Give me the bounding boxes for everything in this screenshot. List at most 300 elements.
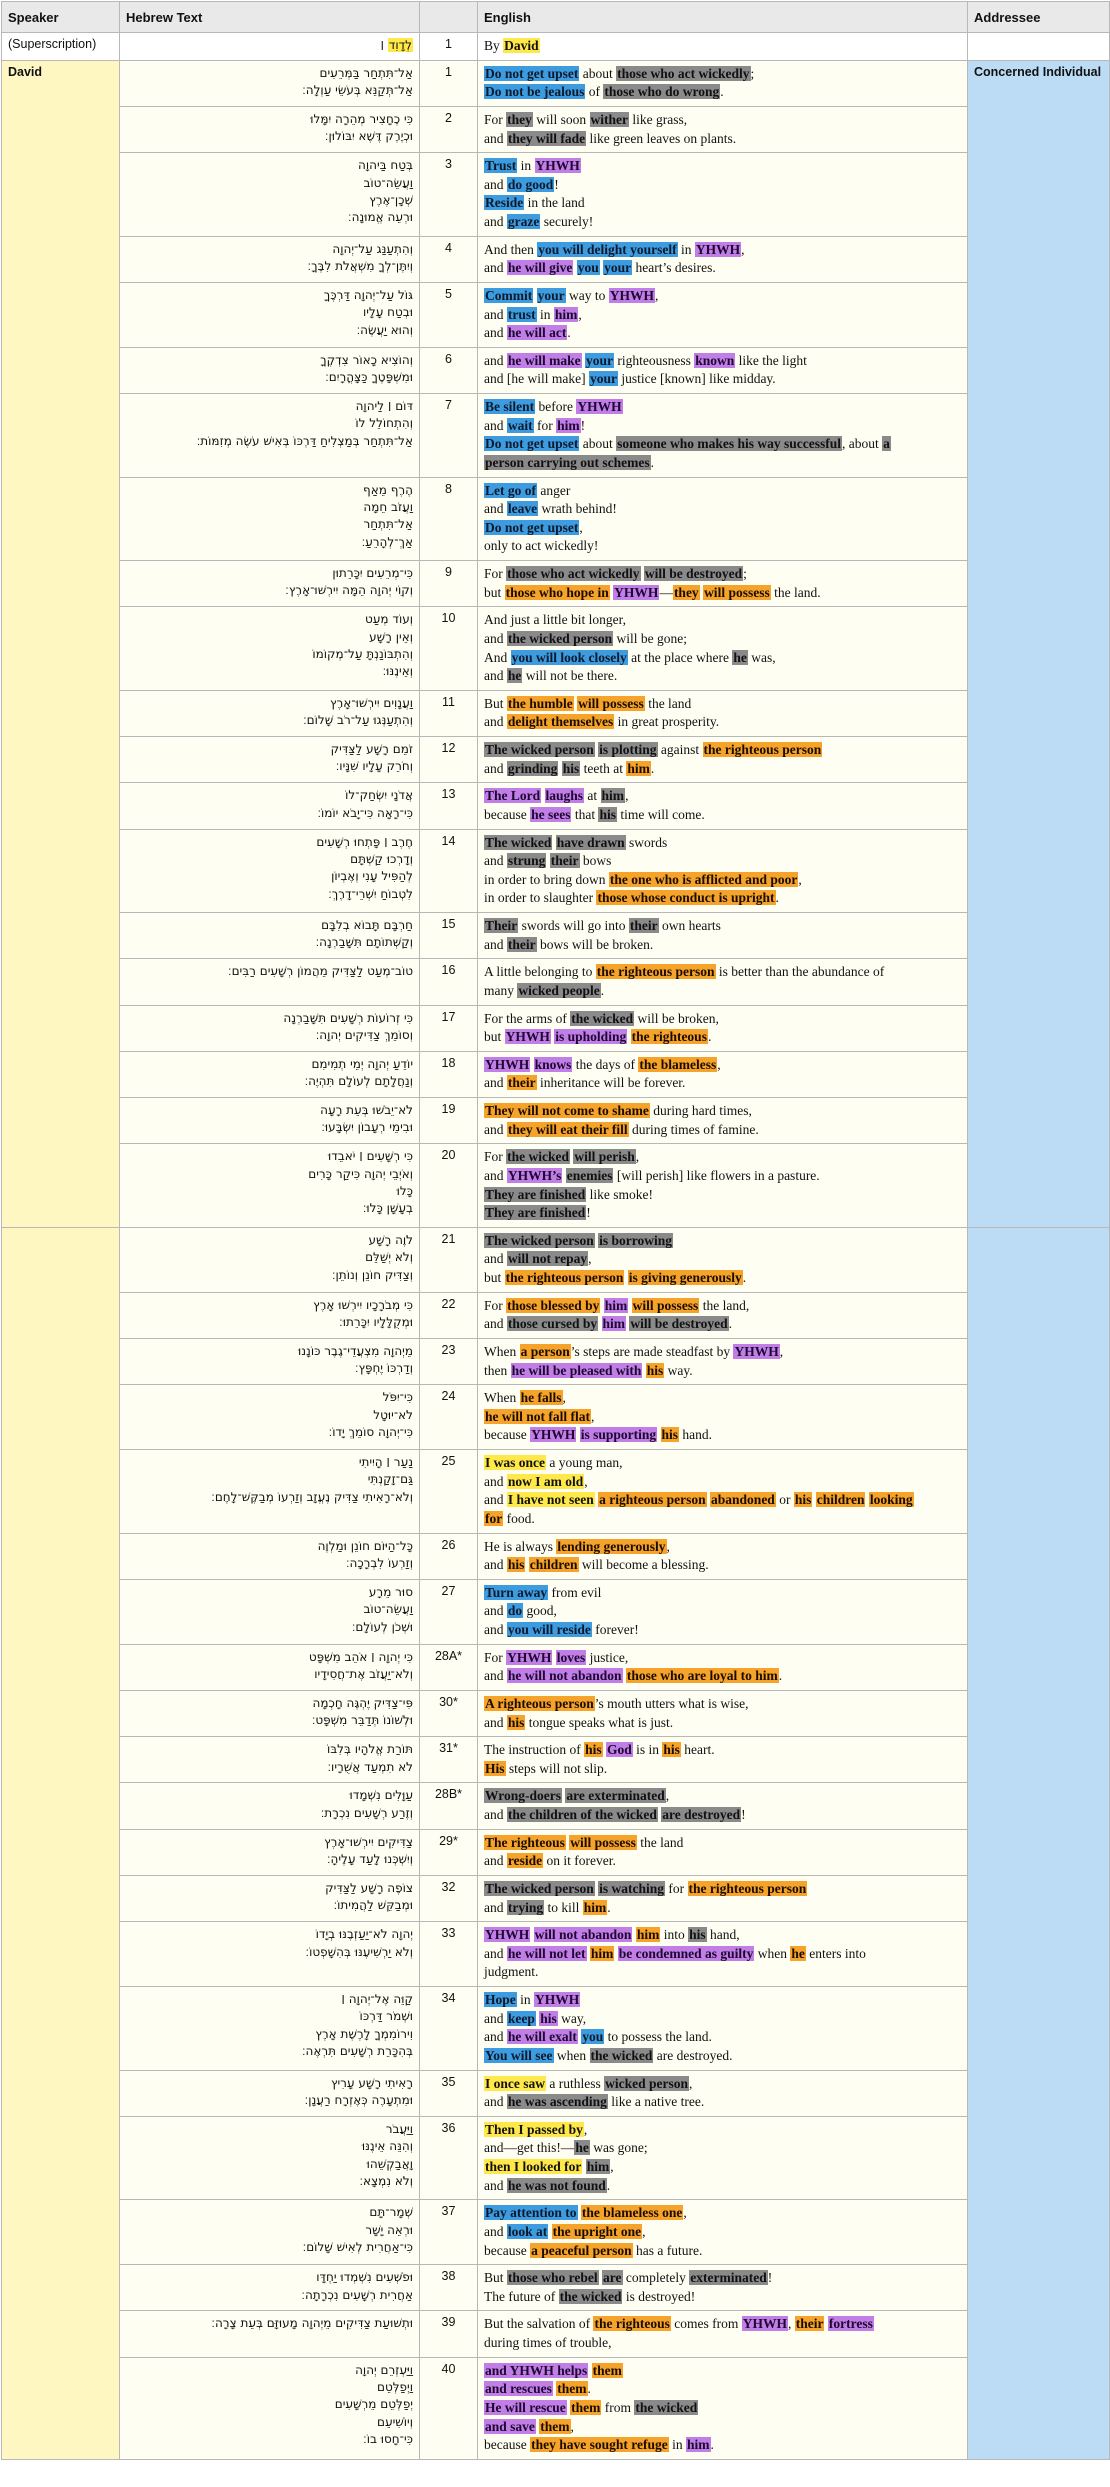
- hebrew-cell: [120, 1450, 420, 1534]
- hebrew-line: וַעֲנָוִים יִירְשׁוּ־אָרֶץ: [330, 695, 413, 710]
- english-cell: [478, 2070, 968, 2116]
- english-cell: [478, 913, 968, 959]
- verse-row: [2, 1450, 1110, 1534]
- english-line: and their inheritance will be forever.: [484, 1075, 686, 1091]
- verse-row: [2, 1292, 1110, 1338]
- hebrew-line: וְלֹא יַרְשִׁיעֶנּוּ בְּהִשָּׁפְטוֹ׃: [305, 1944, 413, 1959]
- highlight-b: Pay attention to: [485, 2205, 577, 2221]
- verse-row: [2, 2200, 1110, 2265]
- hebrew-cell: [120, 1227, 420, 1292]
- highlight-p: YHWH: [505, 1029, 550, 1045]
- hebrew-line: וּבְטַח עָלָיו: [362, 305, 413, 320]
- verse-row: [2, 737, 1110, 783]
- highlight-p: loves: [556, 1649, 586, 1665]
- highlight-g: Their: [485, 918, 518, 933]
- english-cell: [478, 477, 968, 561]
- highlight-b: Trust: [485, 158, 517, 174]
- highlight-o: will possess: [570, 1834, 636, 1850]
- highlight-g: wither: [590, 111, 629, 127]
- highlight-o: those blessed by: [507, 1297, 600, 1313]
- highlight-g: will not repay: [507, 1251, 588, 1267]
- verse-number: 37: [420, 2200, 478, 2265]
- hebrew-line: לֹא־יוּטָל: [373, 1407, 413, 1422]
- hebrew-line: יְהוָה לֹא־יַעַזְבֶנּוּ בְיָדוֹ: [315, 1927, 413, 1942]
- english-line: Commit your way to YHWH,: [485, 287, 659, 303]
- english-line: Wrong-doers are exterminated,: [485, 1788, 670, 1804]
- english-line: Do not be jealous of those who do wrong.: [485, 84, 724, 100]
- highlight-g: his: [599, 806, 616, 822]
- hebrew-line: כִּי־יִפֹּל: [382, 1390, 413, 1405]
- verse-number: 11: [420, 690, 478, 736]
- highlight-g: their: [550, 853, 579, 869]
- hebrew-line: לְהַפִּיל עָנִי וְאֶבְיוֹן: [331, 869, 413, 884]
- verse-row: [2, 153, 1110, 237]
- hebrew-line: וְהוּא יַעֲשֶׂה׃: [356, 322, 413, 337]
- hebrew-line: וּלְשׁוֹנוֹ תְּדַבֵּר מִשְׁפָּט׃: [311, 1713, 413, 1728]
- english-line: and reside on it forever.: [484, 1853, 616, 1869]
- hebrew-cell: [120, 1338, 420, 1384]
- hebrew-line: וְהִנֵּה אֵינֶנּוּ: [361, 2139, 413, 2154]
- hebrew-line: כִּי־חָסוּ בוֹ׃: [363, 2432, 413, 2447]
- highlight-p: YHWH: [742, 2316, 787, 2332]
- hebrew-cell: [120, 236, 420, 282]
- english-line: The instruction of his God is in his heart.: [484, 1742, 715, 1758]
- hebrew-cell: [120, 829, 420, 913]
- highlight-o: the righteous person: [703, 742, 822, 757]
- verse-row: [2, 1922, 1110, 1987]
- english-line: Do not get upset about those who act wickedly;: [485, 65, 755, 81]
- verse-number: 24: [420, 1385, 478, 1450]
- highlight-b: do good: [507, 176, 554, 192]
- verse-number: 8: [420, 477, 478, 561]
- english-line: and he will not abandon those who are loyal to him.: [484, 1668, 783, 1684]
- english-line: But those who rebel are completely exterminated!: [484, 2270, 773, 2286]
- hebrew-cell: [120, 106, 420, 152]
- highlight-g: him: [601, 788, 625, 804]
- highlight-g: he: [507, 668, 522, 684]
- header-speaker: Speaker: [2, 2, 120, 33]
- highlight-o: them: [540, 2418, 570, 2434]
- highlight-p: he will give: [507, 260, 573, 276]
- highlight-y: now I am old: [507, 1473, 584, 1489]
- highlight-g: his: [562, 760, 580, 776]
- hebrew-cell: [120, 1292, 420, 1338]
- verse-number: 9: [420, 561, 478, 607]
- highlight-y: then I looked for: [485, 2159, 582, 2174]
- highlight-g: he: [733, 649, 747, 665]
- verse-row: [2, 1005, 1110, 1051]
- highlight-g: his: [689, 1927, 706, 1943]
- highlight-p: him: [554, 306, 578, 322]
- hebrew-line: וְלֹא־יַעֲזֹב אֶת־חֲסִידָיו: [314, 1667, 413, 1682]
- english-line: When a person’s steps are made steadfast by YHWH,: [484, 1343, 784, 1359]
- verse-row: [2, 2265, 1110, 2311]
- highlight-b: your: [586, 352, 613, 368]
- english-cell: [478, 1829, 968, 1875]
- highlight-b: you will look closely: [511, 649, 627, 665]
- english-line: By David: [484, 38, 539, 53]
- hebrew-cell: [120, 1051, 420, 1097]
- english-line: and he will give you your heart’s desires.: [484, 260, 716, 276]
- english-line: They are finished like smoke!: [485, 1186, 654, 1202]
- highlight-b: leave: [507, 501, 538, 517]
- hebrew-cell: [120, 282, 420, 347]
- highlight-g: the wicked: [507, 1149, 570, 1165]
- highlight-p: he will make: [507, 352, 581, 368]
- highlight-b: you: [577, 260, 599, 276]
- verse-number: 22: [420, 1292, 478, 1338]
- hebrew-cell: [120, 1098, 420, 1144]
- english-line: and the children of the wicked are destroyed!: [484, 1807, 746, 1822]
- english-cell: [478, 690, 968, 736]
- hebrew-cell: [120, 2357, 420, 2459]
- highlight-b: you: [582, 2029, 604, 2045]
- english-line: because a peaceful person has a future.: [484, 2242, 703, 2258]
- highlight-b: trust: [507, 306, 536, 322]
- english-line: in order to bring down the one who is afflicted and poor,: [484, 871, 802, 887]
- english-line: during times of trouble,: [484, 2335, 612, 2350]
- hebrew-line: וְנַחֲלָתָם לְעוֹלָם תִּהְיֶה׃: [304, 1074, 413, 1089]
- verse-row: [2, 106, 1110, 152]
- table-body: [2, 33, 1110, 2460]
- highlight-o: a person: [520, 1343, 570, 1359]
- english-line: For those who act wickedly will be destroyed;: [484, 566, 747, 581]
- hebrew-line: לֹא תִמְעַד אֲשֻׁרָיו׃: [327, 1759, 413, 1774]
- highlight-g: they: [507, 111, 532, 127]
- verse-row: [2, 690, 1110, 736]
- highlight-b: You will see: [485, 2047, 553, 2063]
- english-line: [484, 2362, 961, 2381]
- verse-row: [2, 1051, 1110, 1097]
- verse-row: [2, 1829, 1110, 1875]
- hebrew-line: צוֹפֶה רָשָׁע לַצַּדִּיק: [325, 1880, 413, 1895]
- english-line: A righteous person’s mouth utters what is wise,: [485, 1695, 749, 1711]
- verse-number: 17: [420, 1005, 478, 1051]
- hebrew-line: כִּי־רָאָה כִּי־יָבֹא יוֹמוֹ׃: [317, 805, 413, 820]
- english-line: His steps will not slip.: [485, 1760, 608, 1776]
- highlight-o: for: [485, 1510, 503, 1526]
- highlight-p: God: [607, 1742, 632, 1758]
- english-cell: [478, 829, 968, 913]
- highlight-g: will be destroyed: [644, 566, 743, 581]
- verse-row: [2, 561, 1110, 607]
- highlight-o: is giving generously: [628, 1270, 742, 1285]
- hebrew-cell: [120, 2070, 420, 2116]
- verse-number: 7: [420, 394, 478, 478]
- hebrew-line: וִירוֹמִמְךָ לָרֶשֶׁת אָרֶץ: [315, 2026, 413, 2041]
- highlight-y: I was once: [485, 1455, 545, 1470]
- highlight-o: his: [646, 1362, 664, 1378]
- highlight-g: trying: [507, 1899, 544, 1915]
- superscription-row: [2, 33, 1110, 61]
- highlight-o: the righteous person: [505, 1270, 624, 1285]
- highlight-g: those who do wrong: [604, 84, 720, 100]
- verse-row: [2, 1579, 1110, 1644]
- highlight-o: His: [485, 1760, 505, 1776]
- hebrew-cell: [120, 1987, 420, 2071]
- english-line: He is always lending generously,: [484, 1538, 670, 1554]
- hebrew-line: אַךְ־לְהָרֵעַ׃: [361, 534, 413, 549]
- hebrew-line: וְצַדִּיק חוֹנֵן וְנוֹתֵן׃: [332, 1267, 413, 1282]
- hebrew-line: צַדִּיקִים יִירְשׁוּ־אָרֶץ: [324, 1834, 413, 1849]
- highlight-g: their: [629, 918, 658, 933]
- highlight-o: a righteous person: [599, 1492, 706, 1508]
- english-line: and rescues them.: [485, 2381, 591, 2397]
- hebrew-line: אַל־תְּקַנֵּא בְּעֹשֵׂי עַוְלָה׃: [302, 83, 413, 98]
- highlight-g: they will fade: [507, 130, 586, 146]
- highlight-o: his: [663, 1742, 680, 1758]
- highlight-o: him: [627, 760, 650, 776]
- english-cell: [478, 2311, 968, 2357]
- highlight-o: their: [795, 2316, 824, 2332]
- hebrew-cell: [120, 959, 420, 1005]
- highlight-p: YHWH: [535, 158, 580, 174]
- english-line: I was once a young man,: [485, 1455, 623, 1470]
- highlight-g: he was ascending: [507, 2094, 607, 2110]
- hebrew-cell: [120, 783, 420, 829]
- verse-number: 36: [420, 2116, 478, 2200]
- english-cell: [478, 1051, 968, 1097]
- highlight-p: is upholding: [555, 1029, 627, 1045]
- highlight-g: wicked people: [518, 982, 600, 998]
- hebrew-line: וַעֲזֹב חֵמָה: [363, 499, 413, 514]
- highlight-p: he will be pleased with: [511, 1362, 642, 1378]
- highlight-g: the wicked: [635, 2399, 698, 2415]
- highlight-o: They will not come to shame: [485, 1103, 649, 1118]
- hebrew-line: וְלֹא נִמְצָא׃: [359, 2173, 413, 2188]
- english-line: in order to slaughter those whose conduct is upright.: [484, 890, 779, 906]
- hebrew-line: כִּי־מְרֵעִים יִכָּרֵתוּן: [332, 566, 413, 580]
- hebrew-line: אַל־תִּתְחַר: [363, 517, 413, 532]
- hebrew-line: פִּי־צַדִּיק יֶהְגֶּה חָכְמָה: [312, 1695, 413, 1710]
- highlight-b: Be silent: [485, 399, 535, 414]
- verse-number: 3: [420, 153, 478, 237]
- highlight-p: him: [557, 417, 580, 433]
- verse-number: 27: [420, 1579, 478, 1644]
- english-line: They will not come to shame during hard times,: [485, 1103, 752, 1118]
- english-line: and graze securely!: [484, 214, 594, 229]
- hebrew-cell: [120, 607, 420, 691]
- highlight-o: the blameless: [639, 1056, 717, 1072]
- english-line: For they will soon wither like grass,: [484, 111, 688, 127]
- hebrew-line: בְּטַח בַּיהוָה: [358, 158, 413, 173]
- highlight-g: enemies: [566, 1167, 613, 1183]
- highlight-g: The wicked person: [485, 1232, 594, 1248]
- hebrew-cell: [120, 2311, 420, 2357]
- verse-row: [2, 783, 1110, 829]
- highlight-o: the humble: [507, 695, 573, 711]
- verse-number: 39: [420, 2311, 478, 2357]
- english-cell: [478, 1987, 968, 2071]
- hebrew-line: וּמִשְׁפָּטֶךָ כַּצָּהֳרָיִם׃: [325, 370, 413, 385]
- highlight-p: him: [687, 2437, 710, 2453]
- english-line: he will not fall flat,: [485, 1408, 595, 1424]
- hebrew-line: דּוֹם ׀ לַיהוָה: [355, 399, 413, 413]
- header-english: English: [478, 2, 968, 33]
- verse-number: 20: [420, 1144, 478, 1228]
- hebrew-line: אַל־תִּתְחַר בְּמַצְלִיחַ דַּרְכּוֹ בְּאִישׁ עֹשֶׂה מְזִמּוֹת׃: [196, 433, 413, 448]
- highlight-p: He will rescue: [485, 2399, 566, 2415]
- highlight-g: grinding: [507, 760, 558, 776]
- english-line: For those blessed by him will possess the land,: [484, 1297, 750, 1313]
- highlight-o: them: [592, 2362, 622, 2378]
- english-cell: [478, 347, 968, 393]
- english-line: [484, 1232, 961, 1251]
- verse-number: 32: [420, 1875, 478, 1921]
- verse-row: [2, 347, 1110, 393]
- header-addressee: Addressee: [968, 2, 1110, 33]
- hebrew-line: יוֹדֵעַ יְהוָה יְמֵי תְמִימִם: [311, 1056, 413, 1071]
- hebrew-line: מֵיְהוָה מִצְעֲדֵי־גֶבֶר כּוֹנָנוּ: [297, 1343, 413, 1358]
- highlight-o: the righteous: [594, 2316, 670, 2332]
- english-line: Turn away from evil: [485, 1584, 602, 1600]
- english-line: person carrying out schemes.: [485, 454, 654, 470]
- hebrew-line: אַל־תִּתְחַר בַּמְּרֵעִים: [319, 65, 413, 80]
- verse-number: 23: [420, 1338, 478, 1384]
- verse-row: [2, 1783, 1110, 1829]
- highlight-o: his: [507, 1557, 525, 1573]
- superscription-english: [478, 33, 968, 61]
- english-cell: [478, 1533, 968, 1579]
- verse-row: [2, 829, 1110, 913]
- hebrew-cell: [120, 60, 420, 106]
- highlight-o: them: [557, 2381, 587, 2397]
- english-cell: [478, 236, 968, 282]
- highlight-p: laughs: [545, 788, 584, 804]
- highlight-g: the wicked: [571, 1010, 634, 1026]
- hebrew-cell: [120, 1690, 420, 1736]
- english-line: and grinding his teeth at him.: [484, 760, 655, 776]
- verse-row: [2, 1385, 1110, 1450]
- highlight-o: The righteous: [485, 1834, 565, 1850]
- english-line: but YHWH is upholding the righteous.: [484, 1029, 712, 1045]
- verse-row: [2, 282, 1110, 347]
- hebrew-line: יְפַלְּטֵם מֵרְשָׁעִים: [334, 2397, 413, 2412]
- hebrew-line: אַחֲרִית רְשָׁעִים נִכְרָתָה׃: [301, 2287, 413, 2302]
- highlight-g: are destroyed: [662, 1807, 741, 1822]
- verse-row: [2, 2311, 1110, 2357]
- hebrew-cell: [120, 1875, 420, 1921]
- english-line: You will see when the wicked are destroyed.: [485, 2047, 733, 2063]
- hebrew-line: וְזֶרַע רְשָׁעִים נִכְרָת׃: [320, 1805, 413, 1820]
- hebrew-line: לֹא־יֵבֹשׁוּ בְּעֵת רָעָה: [320, 1103, 413, 1117]
- english-line: Let go of anger: [485, 482, 571, 498]
- highlight-p: YHWH: [609, 287, 655, 303]
- speaker-cell: [2, 1227, 120, 2459]
- highlight-p: YHWH: [485, 1927, 530, 1943]
- english-line: YHWH will not abandon him into his hand,: [485, 1927, 740, 1943]
- highlight-g: those who act wickedly: [507, 566, 640, 581]
- highlight-o: will possess: [632, 1297, 699, 1313]
- english-cell: [478, 106, 968, 152]
- highlight-y: I once saw: [485, 2075, 545, 2091]
- highlight-o: his: [585, 1742, 602, 1758]
- english-line: He will rescue them from the wicked: [485, 2399, 698, 2415]
- verse-number: 35: [420, 2070, 478, 2116]
- english-cell: [478, 1690, 968, 1736]
- english-line: and he will make your righteousness known like the light: [484, 352, 807, 368]
- addressee-cell: [968, 1227, 1110, 2459]
- highlight-y: I have not seen: [507, 1492, 594, 1508]
- highlight-g: he was not found: [507, 2177, 606, 2193]
- english-line: and do good,: [484, 1603, 557, 1619]
- hebrew-line: לִטְבוֹחַ יִשְׁרֵי־דָרֶךְ׃: [328, 886, 413, 901]
- english-line: and their bows will be broken.: [484, 936, 654, 952]
- highlight-p: YHWH: [577, 399, 622, 414]
- hebrew-cell: [120, 1533, 420, 1579]
- superscription-addressee: [968, 33, 1110, 61]
- english-line: For YHWH loves justice,: [484, 1649, 629, 1665]
- english-cell: [478, 1875, 968, 1921]
- highlight-g: those who rebel: [507, 2270, 598, 2286]
- english-line: and delight themselves in great prosperity.: [484, 714, 720, 730]
- english-line: and his children will become a blessing.: [484, 1557, 709, 1573]
- hebrew-line: וּתְשׁוּעַת צַדִּיקִים מֵיְהוָה מָעוּזָּם בְּעֵת צָרָה׃: [211, 2316, 413, 2331]
- verse-row: [2, 1098, 1110, 1144]
- english-line: The wicked have drawn swords: [485, 834, 668, 850]
- highlight-g: the wicked: [559, 2288, 622, 2304]
- highlight-o: him: [590, 1945, 614, 1961]
- highlight-p: be condemned as guilty: [618, 1945, 754, 1961]
- verse-number: 1: [420, 60, 478, 106]
- english-line: The wicked person is watching for the righteous person: [485, 1880, 807, 1896]
- english-cell: [478, 737, 968, 783]
- hebrew-line: קַוֵּה אֶל־יְהוָה ׀: [341, 1992, 413, 2006]
- highlight-b: your: [604, 260, 632, 276]
- hebrew-line: רָאִיתִי רָשָׁע עָרִיץ: [330, 2075, 413, 2090]
- hebrew-line: טוֹב־מְעַט לַצַּדִּיק מֵהֲמוֹן רְשָׁעִים רַבִּים׃: [228, 964, 413, 979]
- verse-number: 16: [420, 959, 478, 1005]
- verse-number: 2: [420, 106, 478, 152]
- highlight-o: his: [794, 1492, 812, 1508]
- highlight-o: will possess: [704, 584, 770, 600]
- highlight-g: their: [507, 936, 536, 952]
- hebrew-line: וְיוֹשִׁיעֵם: [377, 2414, 413, 2429]
- verse-row: [2, 60, 1110, 106]
- highlight-o: they will eat their fill: [507, 1121, 628, 1137]
- highlight-g: the children of the wicked: [507, 1807, 657, 1822]
- english-line: and his tongue speaks what is just.: [484, 1714, 674, 1730]
- speaker-cell: [2, 60, 120, 1227]
- english-cell: [478, 60, 968, 106]
- verse-number: 28A*: [420, 1644, 478, 1690]
- highlight-b: look at: [507, 2223, 548, 2239]
- highlight-g: the wicked person: [507, 630, 613, 646]
- highlight-p: and rescues: [485, 2381, 552, 2397]
- english-cell: [478, 1579, 968, 1644]
- hebrew-cell: [120, 394, 420, 478]
- english-cell: [478, 1227, 968, 1292]
- highlight-o: his: [661, 1427, 679, 1443]
- highlight-o: lending generously: [557, 1538, 666, 1554]
- highlight-p: known: [695, 352, 735, 368]
- english-cell: [478, 1737, 968, 1783]
- highlight-o: looking: [869, 1492, 913, 1508]
- english-line: for food.: [485, 1510, 535, 1526]
- english-line: YHWH knows the days of the blameless,: [485, 1056, 721, 1072]
- english-cell: [478, 1783, 968, 1829]
- highlight-g: The wicked: [485, 834, 552, 850]
- superscription-speaker: (Superscription): [2, 33, 120, 61]
- highlight-o: delight themselves: [507, 714, 614, 730]
- highlight-p: YHWH: [535, 1992, 580, 2007]
- hebrew-cell: [120, 1829, 420, 1875]
- hebrew-line: כִּי יְהוָה ׀ אֹהֵב מִשְׁפָּט: [308, 1649, 413, 1664]
- english-line: and keep his way,: [484, 2010, 587, 2026]
- english-line: and now I am old,: [484, 1473, 588, 1489]
- english-line: They are finished!: [485, 1205, 591, 1221]
- verse-number: 12: [420, 737, 478, 783]
